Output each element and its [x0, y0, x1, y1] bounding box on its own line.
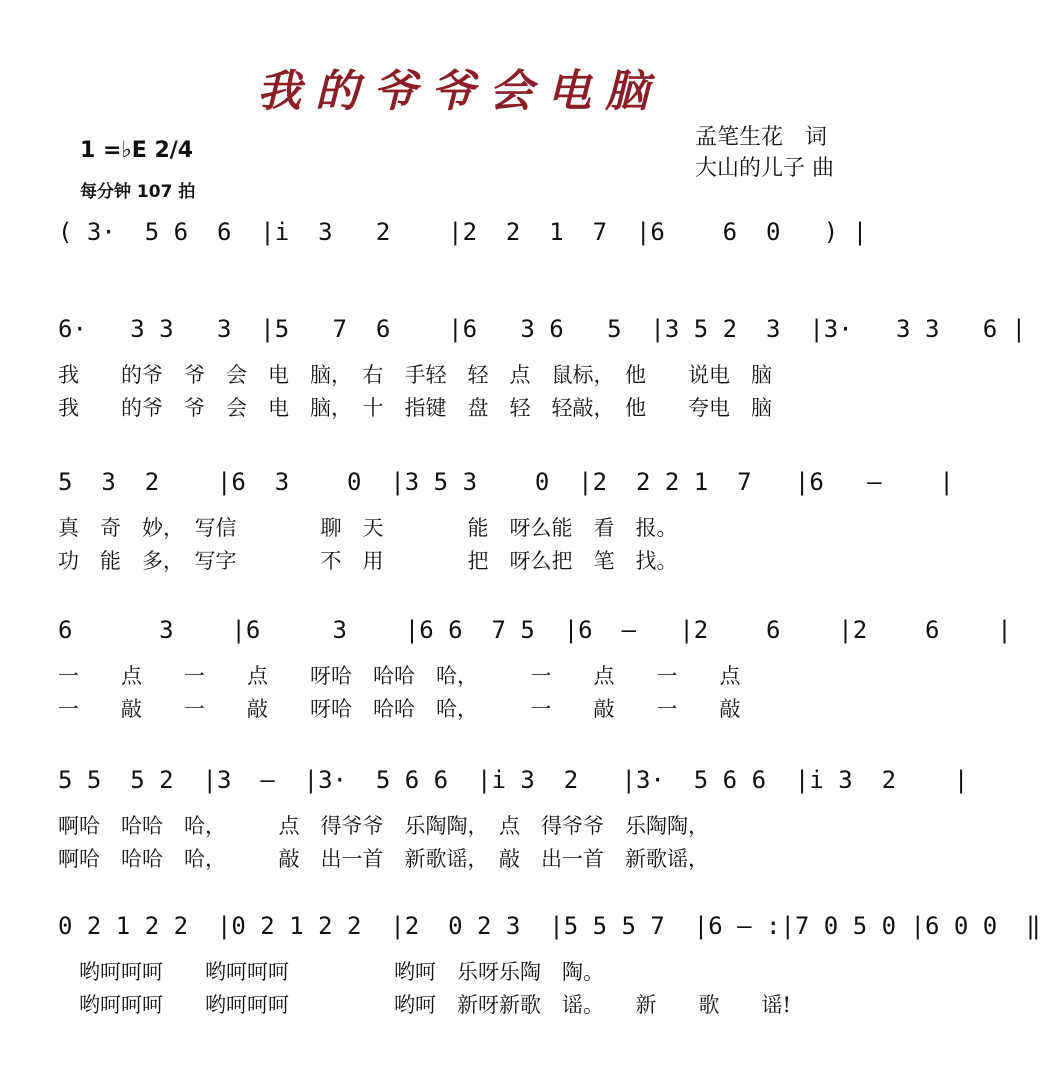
notation-text: 6· 3 3 3 |5 7 6 |6 3 6 5 |3 5 2 3 |3· 3 3 6 |	[58, 315, 1027, 343]
lyric-line: 我 的爷 爷 会 电 脑， 右 手轻 轻 点 鼠标， 他 说电 脑	[58, 363, 772, 387]
credits	[695, 122, 834, 184]
notation-text: 5 3 2 |6 3 0 |3 5 3 0 |2 2 2 1 7 |6 — |	[58, 468, 954, 496]
lyric-line: 功 能 多， 写字 不 用 把 呀么把 笔 找。	[58, 549, 678, 573]
notation-text: 6 3 |6 3 |6 6 7 5 |6 — |2 6 |2 6 |	[58, 616, 1012, 644]
lyric-line: 我 的爷 爷 会 电 脑， 十 指键 盘 轻 轻敲， 他 夸电 脑	[58, 396, 772, 420]
composer: 大山的儿子 曲	[695, 156, 834, 181]
notation-row	[0, 766, 969, 802]
lyric-line: 真 奇 妙， 写信 聊 天 能 呀么能 看 报。	[58, 516, 678, 540]
notation-row	[0, 315, 1027, 351]
notation-row	[0, 468, 954, 504]
lyric-line: 啊哈 哈哈 哈， 敲 出一首 新歌谣， 敲 出一首 新歌谣，	[58, 847, 709, 871]
lyric-line: 一 点 一 点 呀哈 哈哈 哈， 一 点 一 点	[58, 664, 741, 688]
notation-row	[0, 218, 920, 254]
lyric-line: 一 敲 一 敲 呀哈 哈哈 哈， 一 敲 一 敲	[58, 697, 741, 721]
notation-text: 5 5 5 2 |3 — |3· 5 6 6 |i 3 2 |3· 5 6 6 |i 3 2 |	[58, 766, 969, 794]
notation-row	[0, 616, 1012, 652]
lyricist: 孟笔生花 词	[695, 125, 828, 150]
lyric-line: 啊哈 哈哈 哈， 点 得爷爷 乐陶陶， 点 得爷爷 乐陶陶，	[58, 814, 709, 838]
page-title: 我的爷爷会电脑	[257, 66, 663, 117]
lyric-line: 哟呵呵呵 哟呵呵呵 哟呵 乐呀乐陶 陶。	[58, 960, 604, 984]
notation-text: 0 2 1 2 2 |0 2 1 2 2 |2 0 2 3 |5 5 5 7 |6 — :|7 0 5 0 |6 0 0 ‖	[58, 912, 1041, 940]
notation-text: ( 3· 5 6 6 |i 3 2 |2 2 1 7 |6 6 0 ) |	[58, 218, 868, 246]
lyric-line: 哟呵呵呵 哟呵呵呵 哟呵 新呀新歌 谣。 新 歌 谣!	[58, 993, 791, 1017]
key-signature: 1 =♭E 2/4	[80, 138, 194, 163]
tempo-marking: 每分钟 107 拍	[80, 182, 196, 202]
notation-row	[0, 912, 1041, 948]
